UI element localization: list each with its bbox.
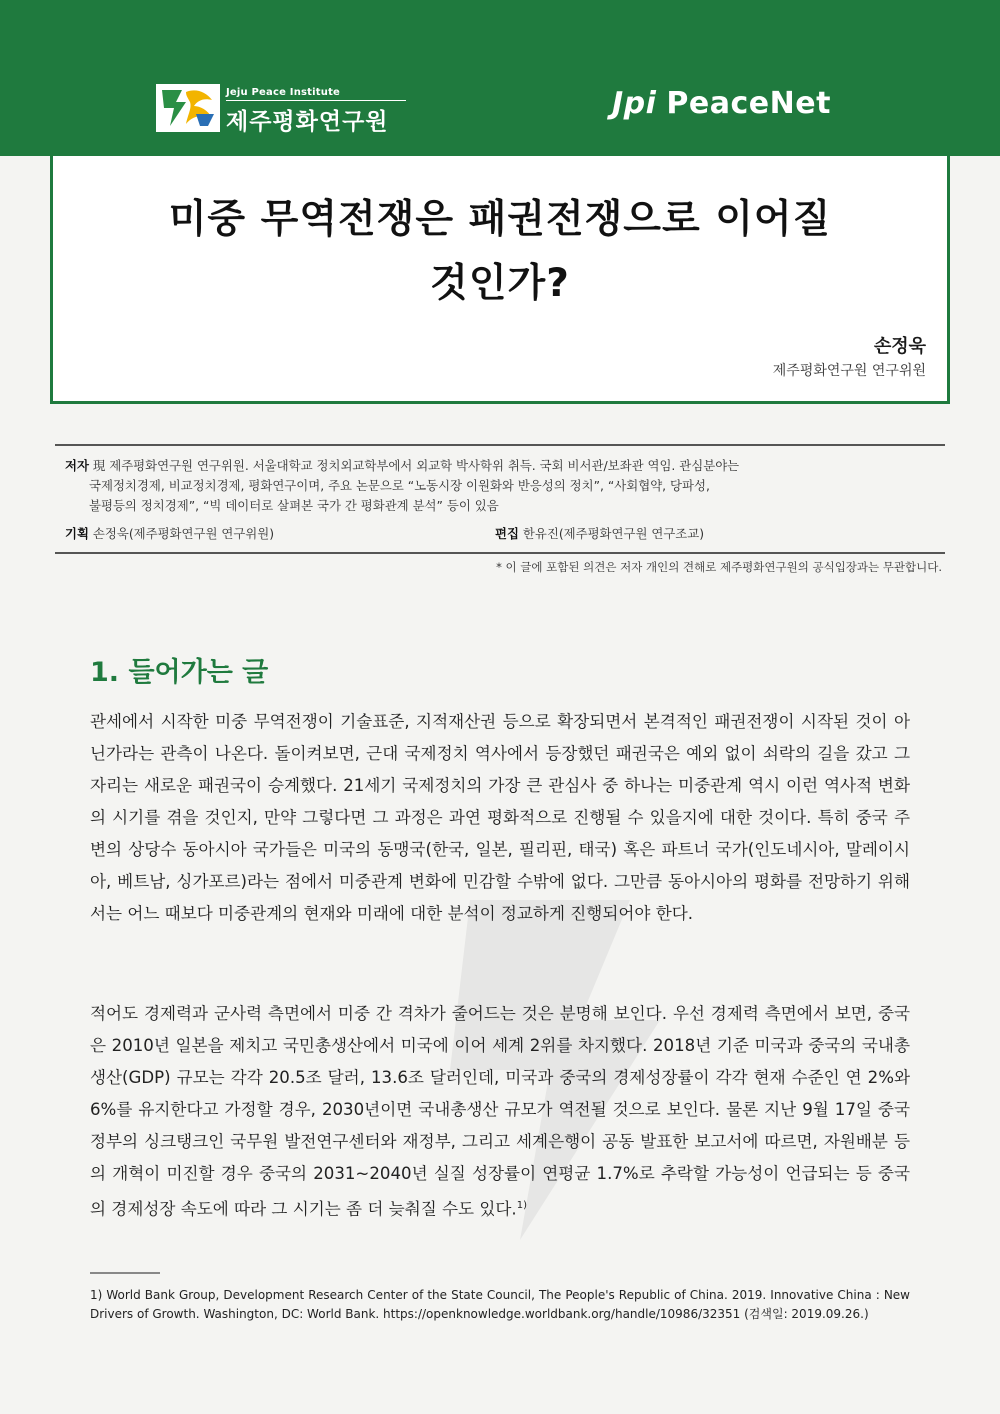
author-bio-line-1: 現 제주평화연구원 연구위원. 서울대학교 정치외교학부에서 외교학 박사학위 취득. 국회 비서관/보좌관 역임. 관심분야는	[92, 458, 740, 473]
author-name: 손정욱	[873, 336, 926, 357]
plan-text: 손정욱(제주평화연구원 연구위원)	[92, 526, 275, 541]
jeju-peace-institute-logo	[156, 80, 406, 136]
page-title	[60, 188, 940, 316]
author-bio-line-2: 국제정치경제, 비교정치경제, 평화연구이며, 주요 논문으로 “노동시장 이원화와 반응성의 정치”, “사회협약, 당파성,	[89, 478, 710, 493]
edit-text: 한유진(제주평화연구원 연구조교)	[522, 526, 705, 541]
logo-english-name: Jeju Peace Institute	[226, 87, 406, 101]
title-line-1: 미중 무역전쟁은 패권전쟁으로 이어질	[168, 197, 832, 242]
disclaimer-note: * 이 글에 포함된 의견은 저자 개인의 견해로 제주평화연구원의 공식입장과는 무관합니다.	[496, 560, 942, 574]
plan-label: 기획	[65, 526, 89, 541]
edit-row	[495, 524, 915, 544]
author-info-row	[65, 456, 935, 476]
author-bio-line-3: 불평등의 정치경제”, “빅 데이터로 살펴본 국가 간 평화관계 분석” 등이 있음	[89, 498, 499, 513]
footnote-reference[interactable]: 1)	[516, 1200, 527, 1211]
author-info-box	[55, 444, 945, 554]
section-title: 1. 들어가는 글	[90, 657, 269, 688]
paragraph-1: 관세에서 시작한 미중 무역전쟁이 기술표준, 지적재산권 등으로 확장되면서 본격적인 패권전쟁이 시작된 것이 아닌가라는 관측이 나온다. 돌이켜보면, 근대 국제정치 역사에서 등장했던 패권국은 예외 없이 쇠락의 길을 갔고 그 자리는 새로운 패권국이 승계했다. 21세기 국제정치의 가장 큰 관심사 중 하나는 미중관계 역시 이런 역사적 변화의 시기를 겪을 것인지, 만약 그렇다면 그 과정은 과연 평화적으로 진행될 수 있을지에 대한 것이다. 특히 중국 주변의 상당수 동아시아 국가들은 미국의 동맹국(한국, 일본, 필리핀, 태국) 혹은 파트너 국가(인도네시아, 말레이시아, 베트남, 싱가포르)라는 점에서 미중관계 변화에 민감할 수밖에 없다. 그만큼 동아시아의 평화를 전망하기 위해서는 어느 때보다 미중관계의 현재와 미래에 대한 분석이 정교하게 진행되어야 한다.	[90, 712, 910, 923]
title-line-2: 것인가?	[430, 261, 570, 306]
footnote: 1) World Bank Group, Development Research Center of the State Council, The People's Republic of China. 2019. Innovative China : New Drivers of Growth. Washington, DC: World Bank. https://openknowledge.worldbank.org/handle/10986/32351 (검색일: 2019.09.26.)	[90, 1288, 910, 1321]
edit-label: 편집	[495, 526, 519, 541]
author-label: 저자	[65, 458, 89, 473]
peacenet-logo	[612, 86, 831, 121]
brand-jpi: Jpi	[612, 86, 657, 121]
footnote-divider	[90, 1272, 160, 1274]
author-affiliation: 제주평화연구원 연구위원	[772, 363, 926, 379]
brand-peacenet: PeaceNet	[666, 86, 831, 121]
paragraph-2-text: 적어도 경제력과 군사력 측면에서 미중 간 격차가 줄어드는 것은 분명해 보인다. 우선 경제력 측면에서 보면, 중국은 2010년 일본을 제치고 국민총생산에서 미국에 이어 세계 2위를 차지했다. 2018년 기준 미국과 중국의 국내총생산(GDP) 규모는 각각 20.5조 달러, 13.6조 달러인데, 미국과 중국의 경제성장률이 각각 현재 수준인 연 2%와 6%를 유지한다고 가정할 경우, 2030년이면 국내총생산 규모가 역전될 것으로 보인다. 물론 지난 9월 17일 중국 정부의 싱크탱크인 국무원 발전연구센터와 재정부, 그리고 세계은행이 공동 발표한 보고서에 따르면, 자원배분 등의 개혁이 미진할 경우 중국의 2031~2040년 실질 성장률이 연평균 1.7%로 추락할 가능성이 언급되는 등 중국의 경제성장 속도에 따라 그 시기는 좀 더 늦춰질 수도 있다.	[90, 1004, 910, 1219]
jpi-logo-icon	[156, 84, 220, 132]
paragraph-2	[90, 998, 910, 1226]
logo-korean-name: 제주평화연구원	[226, 109, 389, 135]
